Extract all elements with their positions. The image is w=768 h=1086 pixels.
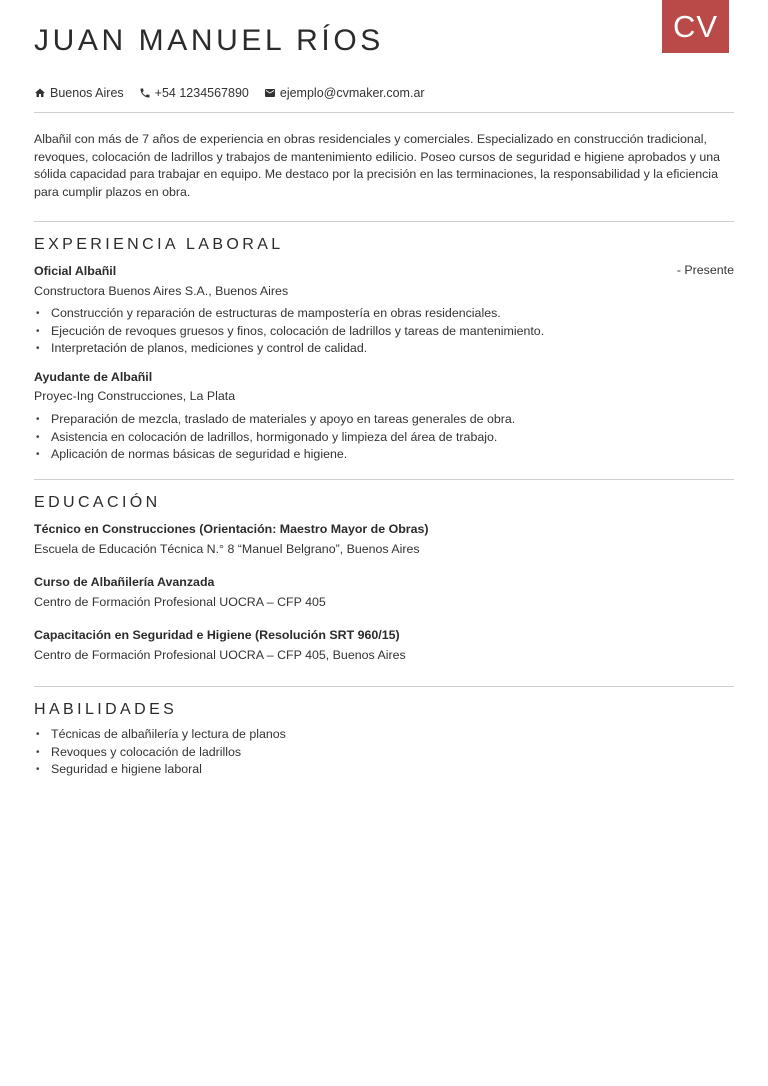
list-item: • Ejecución de revoques gruesos y finos, colocación de ladrillos y tareas de mantenimiento.	[34, 323, 544, 341]
list-item: • Preparación de mezcla, traslado de materiales y apoyo en tareas generales de obra.	[34, 411, 515, 429]
phone-icon	[139, 87, 151, 99]
job-company: Constructora Buenos Aires S.A., Buenos Aires	[34, 284, 289, 298]
divider	[34, 221, 734, 222]
mail-icon	[264, 87, 276, 99]
institution: Centro de Formación Profesional UOCRA – CFP 405, Buenos Aires	[34, 648, 406, 662]
job-title: Ayudante de Albañil	[34, 370, 153, 384]
degree-title: Técnico en Construcciones (Orientación: Maestro Mayor de Obras)	[34, 522, 429, 536]
job-date: - Presente	[676, 263, 734, 277]
divider	[34, 112, 734, 113]
degree-title: Capacitación en Seguridad e Higiene (Resolución SRT 960/15)	[34, 628, 400, 642]
list-item: • Asistencia en colocación de ladrillos, hormigonado y limpieza del área de trabajo.	[34, 429, 515, 447]
job-company: Proyec-Ing Construcciones, La Plata	[34, 389, 236, 403]
list-item: • Aplicación de normas básicas de seguridad e higiene.	[34, 446, 515, 464]
job-duties	[34, 411, 515, 464]
job-duties	[34, 305, 544, 358]
cv-badge: CV	[662, 0, 729, 53]
list-item: • Técnicas de albañilería y lectura de planos	[34, 726, 286, 744]
experience-heading: EXPERIENCIA LABORAL	[34, 236, 284, 253]
divider	[34, 479, 734, 480]
list-item: • Seguridad e higiene laboral	[34, 761, 286, 779]
list-item: • Construcción y reparación de estructuras de mampostería en obras residenciales.	[34, 305, 544, 323]
job-title: Oficial Albañil	[34, 264, 117, 278]
contact-phone	[139, 86, 249, 100]
email-text[interactable]: ejemplo@cvmaker.com.ar	[279, 86, 425, 100]
education-heading: EDUCACIÓN	[34, 494, 161, 511]
skills-list	[34, 726, 286, 779]
list-item: • Interpretación de planos, mediciones y control de calidad.	[34, 340, 544, 358]
institution: Escuela de Educación Técnica N.° 8 “Manuel Belgrano”, Buenos Aires	[34, 542, 420, 556]
divider	[34, 686, 734, 687]
home-icon	[34, 87, 46, 99]
candidate-name: JUAN MANUEL RÍOS	[34, 24, 384, 57]
location-text: Buenos Aires	[50, 86, 124, 100]
list-item: • Revoques y colocación de ladrillos	[34, 744, 286, 762]
degree-title: Curso de Albañilería Avanzada	[34, 575, 215, 589]
contact-email	[264, 86, 425, 100]
profile-summary: Albañil con más de 7 años de experiencia en obras residenciales y comerciales. Especializado en construcción tradicional, revoques, colocación de ladrillos y trabajos de mantenimiento edilicio. Poseo cursos de seguridad e higiene aprobados y una sólida capacidad para trabajar en equipo. Me destaco por la precisión en las terminaciones, la responsabilidad y la eficiencia para cumplir plazos en obra.	[34, 132, 721, 199]
contact-location	[34, 86, 124, 100]
institution: Centro de Formación Profesional UOCRA – CFP 405	[34, 595, 326, 609]
skills-heading: HABILIDADES	[34, 701, 178, 718]
contact-bar	[34, 86, 425, 100]
phone-text[interactable]: +54 1234567890	[154, 86, 249, 100]
